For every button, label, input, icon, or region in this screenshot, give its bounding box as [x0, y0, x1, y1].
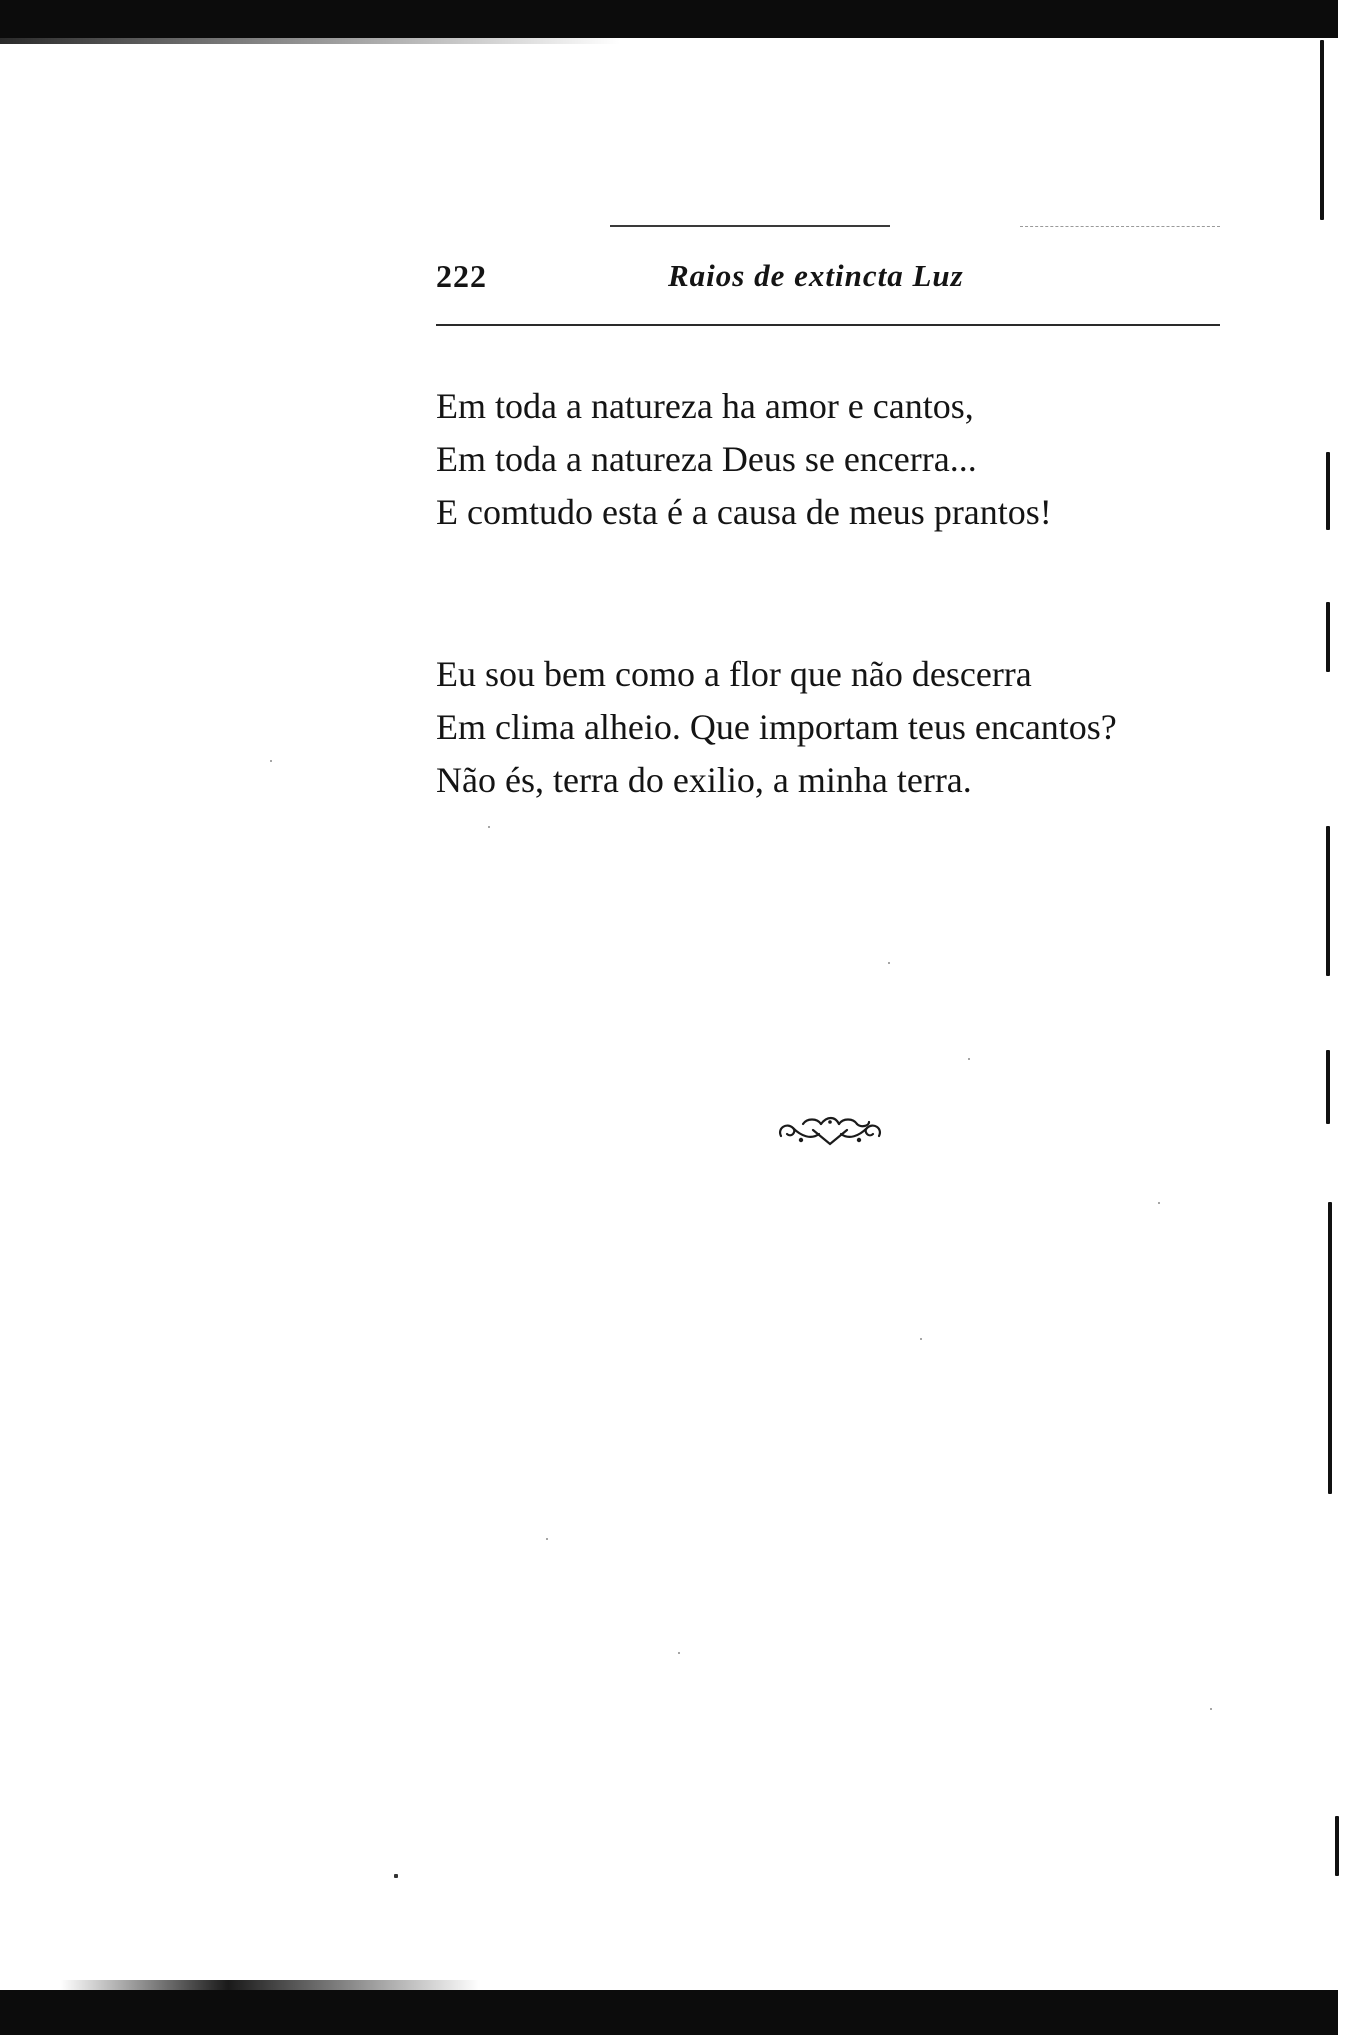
scan-edge-mark [1320, 40, 1324, 220]
paper-speck [546, 1538, 548, 1540]
paper-speck [968, 1058, 970, 1060]
verse-line: Em toda a natureza Deus se encerra... [436, 439, 977, 479]
scan-edge-mark [1326, 602, 1330, 672]
header-rule [436, 324, 1220, 326]
paper-speck [920, 1338, 922, 1340]
paper-speck [888, 962, 890, 964]
verse-line: Em clima alheio. Que importam teus encantos? [436, 707, 1117, 747]
paper-speck [488, 826, 490, 828]
stanza-1 [436, 380, 1196, 539]
book-title: Raios de extincta Luz [668, 258, 964, 293]
scan-border-top [0, 0, 1338, 38]
paper-speck [394, 1874, 398, 1878]
scan-edge-mark [1326, 452, 1330, 530]
running-head [436, 258, 1220, 298]
scan-edge-mark [1326, 826, 1330, 976]
scan-edge-mark [1328, 1202, 1332, 1494]
scan-border-bottom [0, 1990, 1338, 2035]
verse-line: Eu sou bem como a flor que não descerra [436, 654, 1032, 694]
floral-scroll-ornament-icon [773, 1114, 887, 1150]
scan-edge-mark [1326, 1050, 1330, 1124]
header-top-rule [610, 225, 890, 227]
paper-speck [678, 1652, 680, 1654]
verse-line: Em toda a natureza ha amor e cantos, [436, 386, 974, 426]
verse-line: Não és, terra do exilio, a minha terra. [436, 760, 972, 800]
scan-edge-mark [1335, 1816, 1339, 1876]
page-number: 222 [436, 258, 487, 294]
verse-line: E comtudo esta é a causa de meus prantos! [436, 492, 1052, 532]
paper-speck [1210, 1708, 1212, 1710]
header-top-rule-faint [1020, 226, 1220, 227]
paper-speck [270, 760, 272, 762]
paper-speck [1158, 1202, 1160, 1204]
stanza-2 [436, 648, 1196, 807]
